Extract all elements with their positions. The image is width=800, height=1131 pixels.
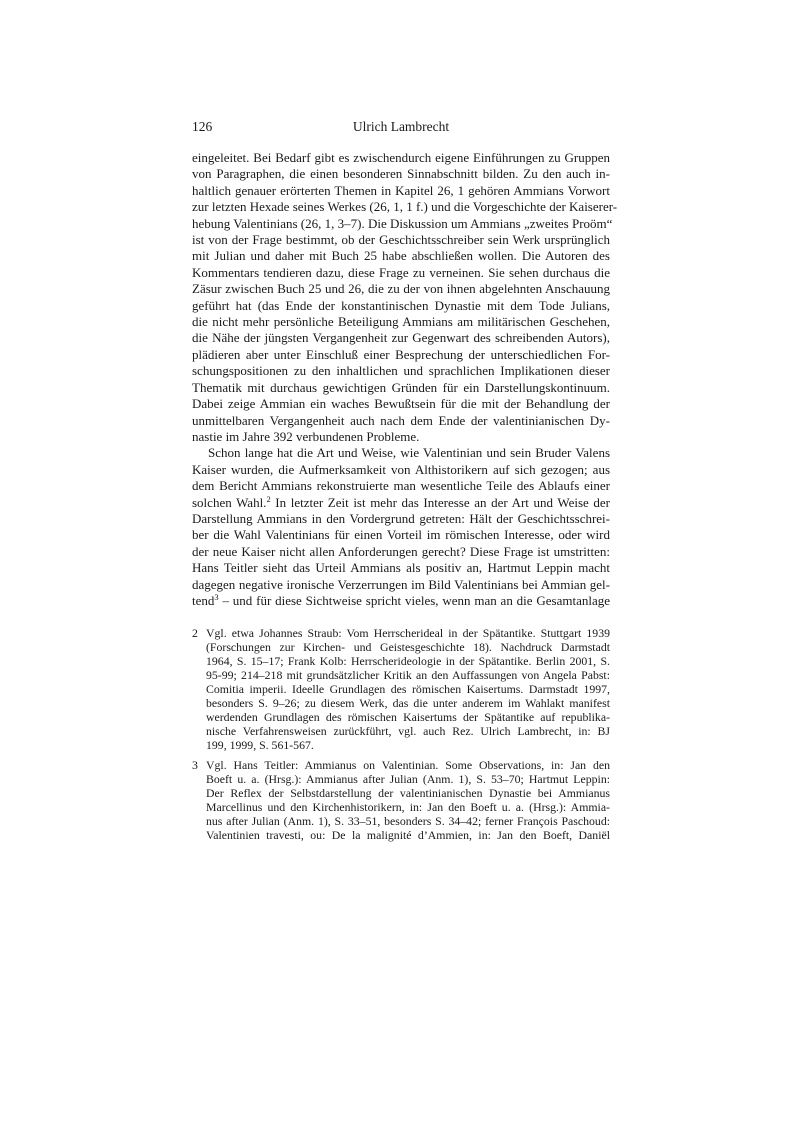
page-header: [192, 118, 610, 138]
body-line: [192, 593, 610, 609]
body-line-text: dem Bericht Ammians rekonstruierte man wesentliche Teile des Ablaufs einer: [192, 478, 610, 494]
footnote: [192, 626, 610, 752]
footnote-line: Marcellinus und den Kirchenhistorikern, in: Jan den Boeft u. a. (Hrsg.): Ammia-: [206, 800, 610, 814]
body-line-text: mit Julian und daher mit Buch 25 habe abschließen wollen. Die Autoren des: [192, 248, 610, 264]
footnote-line: besonders S. 9–26; zu diesem Werk, das die unter anderem im Wahlakt manifest: [206, 696, 610, 710]
body-line: [192, 215, 613, 232]
body-line-text: von Paragraphen, die einen besonderen Sinnabschnitt bilden. Zu den auch in-: [192, 166, 610, 182]
body-line: [192, 511, 610, 527]
body-line-text: tend: [192, 592, 215, 608]
body-line-text: nastie im Jahre 392 verbundenen Probleme.: [192, 428, 420, 444]
body-line-text: Kommentars tendieren dazu, diese Frage zu verneinen. Sie sehen durchaus die: [192, 264, 610, 280]
footnote-number: 3: [192, 758, 198, 772]
body-line: [192, 265, 610, 281]
body-line-text: In letzter Zeit ist mehr das Interesse an der Art und Weise der: [270, 494, 610, 510]
body-line-text: eingeleitet. Bei Bedarf gibt es zwischendurch eigene Einführungen zu Gruppen: [192, 150, 610, 165]
footnote-number: 2: [192, 626, 198, 640]
body-line-text: die nicht mehr persönliche Beteiligung Ammians am militärischen Geschehen,: [192, 314, 610, 330]
footnote-line: Valentinien travesti, ou: De la malignité d’Ammien, in: Jan den Boeft, Daniël: [206, 828, 610, 842]
body-line: [192, 363, 610, 379]
body-line: [192, 577, 610, 593]
footnote-reference[interactable]: 3: [214, 591, 219, 602]
body-line: [192, 298, 610, 314]
body-line: [192, 462, 610, 478]
body-line: [192, 544, 610, 560]
footnote-line: 1964, S. 15–17; Frank Kolb: Herrscherideologie in der Spätantike. Berlin 2001, S.: [206, 654, 610, 668]
body-line-text: haltlich genauer erörterten Themen in Kapitel 26, 1 gehören Ammians Vorwort: [192, 182, 610, 198]
body-line-text: Darstellung Ammians in den Vordergrund getreten: Hält der Geschichtsschrei-: [192, 510, 610, 526]
footnote-line: Comitia imperii. Ideelle Grundlagen des römischen Kaisertums. Darmstadt 1997,: [206, 682, 610, 696]
footnote-line: Boeft u. a. (Hrsg.): Ammianus after Julian (Anm. 1), S. 53–70; Hartmut Leppin:: [206, 772, 610, 786]
footnote-reference[interactable]: 2: [266, 493, 271, 504]
body-line-text: solchen Wahl.: [192, 494, 267, 510]
footnote-line: (Forschungen zur Kirchen- und Geistesgeschichte 18). Nachdruck Darmstadt: [206, 640, 610, 654]
body-line-text: zur letzten Hexade seines Werkes (26, 1, 1 f.) und die Vorgeschichte der Kaiserer-: [192, 199, 618, 215]
body-line: [192, 380, 610, 396]
body-line: [192, 527, 610, 543]
body-line-text: unmittelbaren Vergangenheit auch nach dem Ende der valentinianischen Dy-: [192, 412, 610, 428]
running-title: Ulrich Lambrecht: [352, 119, 450, 134]
page-number: 126: [192, 119, 213, 134]
body-line-text: Schon lange hat die Art und Weise, wie Valentinian und sein Bruder Valens: [208, 445, 610, 461]
body-line-text: geführt hat (das Ende der konstantinischen Dynastie mit dem Tode Julians,: [192, 297, 610, 313]
body-line: [192, 314, 610, 330]
body-line-text: Dabei zeige Ammian ein waches Bewußtsein für die mit der Behandlung der: [192, 396, 610, 412]
body-line: [192, 166, 610, 182]
body-line-text: Kaiser wurden, die Aufmerksamkeit von Althistorikern auf sich gezogen; aus: [192, 461, 610, 477]
body-line-text: ist von der Frage bestimmt, ob der Geschichtsschreiber sein Werk ursprünglich: [192, 232, 610, 248]
body-line-text: plädieren aber unter Einschluß einer Besprechung der unterschiedlichen For-: [192, 346, 610, 362]
body-line: [192, 150, 610, 166]
body-line: [192, 429, 610, 445]
body-line: [192, 396, 610, 412]
footnote-line: 95-99; 214–218 mit grundsätzlicher Kritik an den Auffassungen von Angela Pabst:: [206, 668, 610, 682]
body-line: [192, 248, 610, 264]
body-line-text: Zäsur zwischen Buch 25 und 26, die zu der von ihnen abgelehnten Anschauung: [192, 281, 610, 297]
body-line-text: ber die Wahl Valentinians für einen Vorteil im römischen Interesse, oder wird: [192, 527, 610, 543]
body-line: [192, 495, 610, 511]
body-line: [192, 183, 610, 199]
body-line: [192, 445, 610, 461]
footnotes: [192, 626, 610, 848]
footnote-line: Vgl. Hans Teitler: Ammianus on Valentinian. Some Observations, in: Jan den: [206, 758, 610, 772]
footnote-line: nische Verfahrensweisen zurückführt, vgl. auch Rez. Ulrich Lambrecht, in: BJ: [206, 724, 610, 738]
body-line: [192, 413, 610, 429]
body-line: [192, 330, 610, 346]
footnote-line: 199, 1999, S. 561-567.: [206, 738, 314, 752]
body-line: [192, 281, 610, 297]
body-line-text: schungspositionen zu den inhaltlichen und sprachlichen Implikationen dieser: [192, 363, 610, 379]
body-line-text: die Nähe der jüngsten Vergangenheit zur Gegenwart des schreibenden Autors),: [192, 330, 610, 346]
body-line-text: Thematik mit durchaus gewichtigen Gründen für ein Darstellungskontinuum.: [192, 379, 610, 395]
body-line-text: hebung Valentinians (26, 1, 3–7). Die Diskussion um Ammians „zweites Proöm“: [192, 215, 613, 231]
body-text: [192, 150, 618, 609]
body-line-text: – und für diese Sichtweise spricht vieles, wenn man an die Gesamtanlage: [218, 592, 610, 608]
footnote-line: nus after Julian (Anm. 1), S. 33–51, besonders S. 34–42; ferner François Paschoud:: [206, 814, 610, 828]
body-line-text: dagegen negative ironische Verzerrungen im Bild Valentinians bei Ammian gel-: [192, 576, 610, 592]
body-line-text: der neue Kaiser nicht allen Anforderungen gerecht? Diese Frage ist umstritten:: [192, 543, 610, 559]
footnote: [192, 758, 610, 842]
body-line: [192, 560, 610, 576]
body-line: [192, 478, 610, 494]
footnote-line: werdenden Grundlagen des römischen Kaisertums der Spätantike auf republika-: [206, 710, 610, 724]
body-line: [192, 232, 610, 248]
body-line: [192, 199, 618, 215]
footnote-line: Vgl. etwa Johannes Straub: Vom Herrscherideal in der Spätantike. Stuttgart 1939: [206, 626, 610, 640]
body-line-text: Hans Teitler sieht das Urteil Ammians als positiv an, Hartmut Leppin macht: [192, 560, 610, 576]
body-line: [192, 347, 610, 363]
footnote-line: Der Reflex der Selbstdarstellung der valentinianischen Dynastie bei Ammianus: [206, 786, 610, 800]
